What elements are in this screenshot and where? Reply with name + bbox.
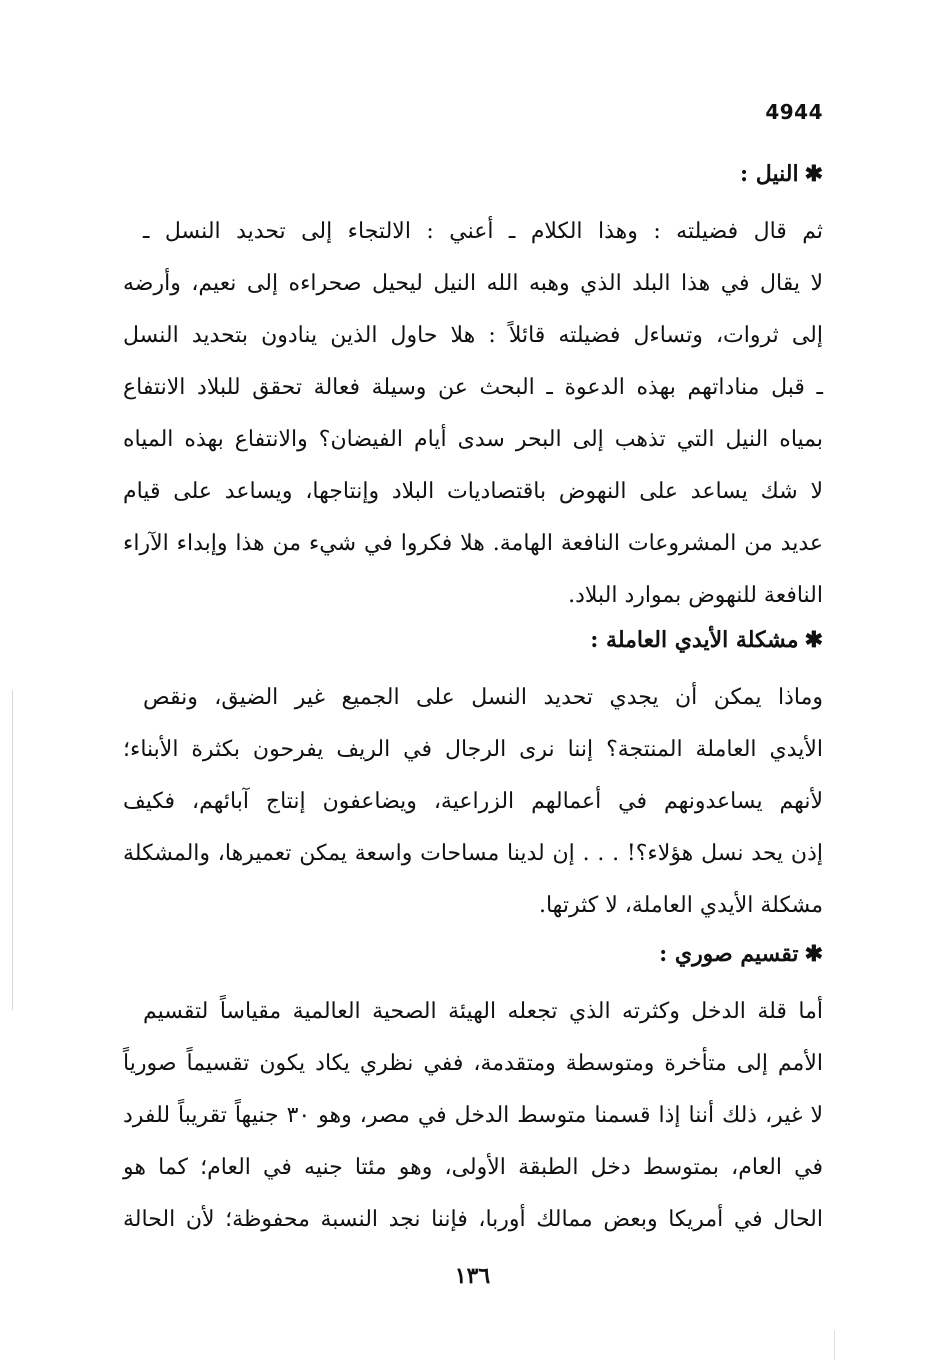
section-heading-workforce: [590, 624, 823, 656]
paragraph-line: الأمم إلى متأخرة ومتوسطة ومتقدمة، ففي نظري يكاد يكون تقسيماً صورياً: [123, 1051, 823, 1076]
paragraph-line: في العام، بمتوسط دخل الطبقة الأولى، وهو مئتا جنيه في العام؛ كما هو: [123, 1155, 823, 1180]
heading-text: تقسيم صوري :: [659, 941, 799, 967]
paragraph-line: لا غير، ذلك أننا إذا قسمنا متوسط الدخل في مصر، وهو ٣٠ جنيهاً تقريباً للفرد: [123, 1103, 823, 1128]
page-number: ١٣٦: [454, 1263, 491, 1289]
heading-text: النيل :: [740, 161, 799, 187]
paragraph-line: ثم قال فضيلته : وهذا الكلام ـ أعني : الالتجاء إلى تحديد النسل ـ: [143, 219, 823, 244]
paragraph-line: ـ قبل مناداتهم بهذه الدعوة ـ البحث عن وسيلة فعالة تحقق للبلاد الانتفاع: [123, 375, 823, 400]
asterisk-icon: ✱: [804, 161, 823, 187]
section-heading-division: [659, 938, 823, 970]
paragraph-line: لأنهم يساعدونهم في أعمالهم الزراعية، ويضاعفون إنتاج آبائهم، فكيف: [123, 789, 823, 814]
paragraph-line: لا يقال في هذا البلد الذي وهبه الله النيل ليحيل صحراءه إلى نعيم، وأرضه: [123, 271, 823, 296]
paragraph-line: عديد من المشروعات النافعة الهامة. هلا فكروا في شيء من هذا وإبداء الآراء: [123, 531, 823, 556]
asterisk-icon: ✱: [804, 627, 823, 653]
paragraph-line: وماذا يمكن أن يجدي تحديد النسل على الجميع غير الضيق، ونقص: [143, 685, 823, 710]
paragraph-line: لا شك يساعد على النهوض باقتصاديات البلاد وإنتاجها، ويساعد على قيام: [123, 479, 823, 504]
heading-text: مشكلة الأيدي العاملة :: [590, 627, 799, 653]
paragraph-line: إلى ثروات، وتساءل فضيلته قائلاً : هلا حاول الذين ينادون بتحديد النسل: [123, 323, 823, 348]
scan-edge-line: [12, 690, 13, 1010]
paragraph-line: الأيدي العاملة المنتجة؟ إننا نرى الرجال في الريف يفرحون بكثرة الأبناء؛: [123, 737, 823, 762]
paragraph-line: النافعة للنهوض بموارد البلاد.: [568, 583, 823, 608]
paragraph-line: أما قلة الدخل وكثرته الذي تجعله الهيئة الصحية العالمية مقياساً لتقسيم: [143, 999, 823, 1024]
document-number: 4944: [765, 100, 823, 124]
asterisk-icon: ✱: [804, 941, 823, 967]
paragraph-line: مشكلة الأيدي العاملة، لا كثرتها.: [538, 893, 823, 918]
paragraph-line: إذن يحد نسل هؤلاء؟! . . . إن لدينا مساحات واسعة يمكن تعميرها، والمشكلة: [123, 841, 823, 866]
paragraph-line: الحال في أمريكا وبعض ممالك أوربا، فإننا نجد النسبة محفوظة؛ لأن الحالة: [123, 1207, 823, 1232]
scan-edge-line: [834, 1330, 835, 1360]
section-heading-nile: [740, 158, 823, 190]
paragraph-line: بمياه النيل التي تذهب إلى البحر سدى أيام الفيضان؟ والانتفاع بهذه المياه: [123, 427, 823, 452]
